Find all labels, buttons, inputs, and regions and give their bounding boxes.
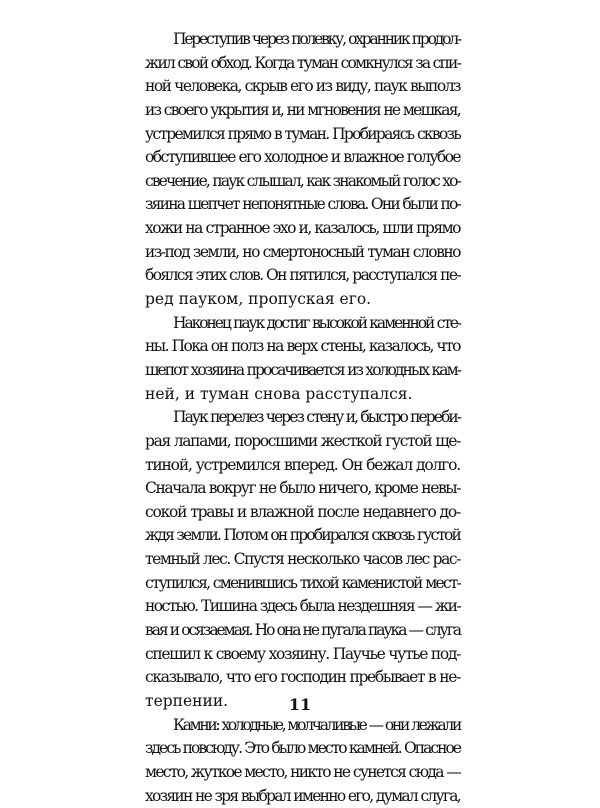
- text-line: зяина шепчет непонятные слова. Они были по-: [145, 193, 460, 217]
- text-line: сказывало, что его господин пребывает в не-: [145, 666, 460, 690]
- text-line: Переступив через полевку, охранник продол-: [145, 28, 460, 52]
- text-line: ждя земли. Потом он пробирался сквозь густой: [145, 524, 460, 548]
- text-line: ностью. Тишина здесь была нездешняя — жи-: [145, 595, 460, 619]
- text-line: жил свой обход. Когда туман сомкнулся за спи-: [145, 52, 460, 76]
- text-line: темный лес. Спустя несколько часов лес рас-: [145, 548, 460, 572]
- text-line: тиной, устремился вперед. Он бежал долго.: [145, 454, 460, 478]
- text-line: ней, и туман снова расступался.: [145, 383, 460, 407]
- text-line: ны. Пока он полз на верх стены, казалось, что: [145, 335, 460, 359]
- text-line: Наконец паук достиг высокой каменной сте-: [145, 312, 460, 336]
- text-line: из-под земли, но смертоносный туман словно: [145, 241, 460, 265]
- text-line: ной человека, скрыв его из виду, паук выполз: [145, 75, 460, 99]
- text-line: рая лапами, поросшими жесткой густой ще-: [145, 430, 460, 454]
- text-line: терпении.: [145, 690, 460, 714]
- text-line: боялся этих слов. Он пятился, расступался пе-: [145, 264, 460, 288]
- text-line: ступился, сменившись тихой каменистой мест-: [145, 572, 460, 596]
- text-line: Паук перелез через стену и, быстро переби-: [145, 406, 460, 430]
- text-line: свечение, паук слышал, как знакомый голос хо-: [145, 170, 460, 194]
- text-line: здесь повсюду. Это было место камней. Опасное: [145, 737, 460, 761]
- text-line: ред пауком, пропуская его.: [145, 288, 460, 312]
- text-line: вая и осязаемая. Но она не пугала паука — слуга: [145, 619, 460, 643]
- text-line: из своего укрытия и, ни мгновения не мешкая,: [145, 99, 460, 123]
- text-line: обступившее его холодное и влажное голубое: [145, 146, 460, 170]
- text-line: хожи на странное эхо и, казалось, шли прямо: [145, 217, 460, 241]
- body-text: [145, 28, 460, 808]
- text-line: спешил к своему хозяину. Паучье чутье под-: [145, 643, 460, 667]
- text-line: Сначала вокруг не было ничего, кроме невы-: [145, 477, 460, 501]
- text-line: место, жуткое место, никто не сунется сюда —: [145, 761, 460, 785]
- text-line: Камни: холодные, молчаливые — они лежали: [145, 714, 460, 738]
- text-line: хозяин не зря выбрал именно его, думал слуга,: [145, 785, 460, 808]
- text-line: шепот хозяина просачивается из холодных кам-: [145, 359, 460, 383]
- text-line: сокой травы и влажной после недавнего до-: [145, 501, 460, 525]
- page-number: 11: [0, 695, 600, 714]
- text-line: устремился прямо в туман. Пробираясь сквозь: [145, 123, 460, 147]
